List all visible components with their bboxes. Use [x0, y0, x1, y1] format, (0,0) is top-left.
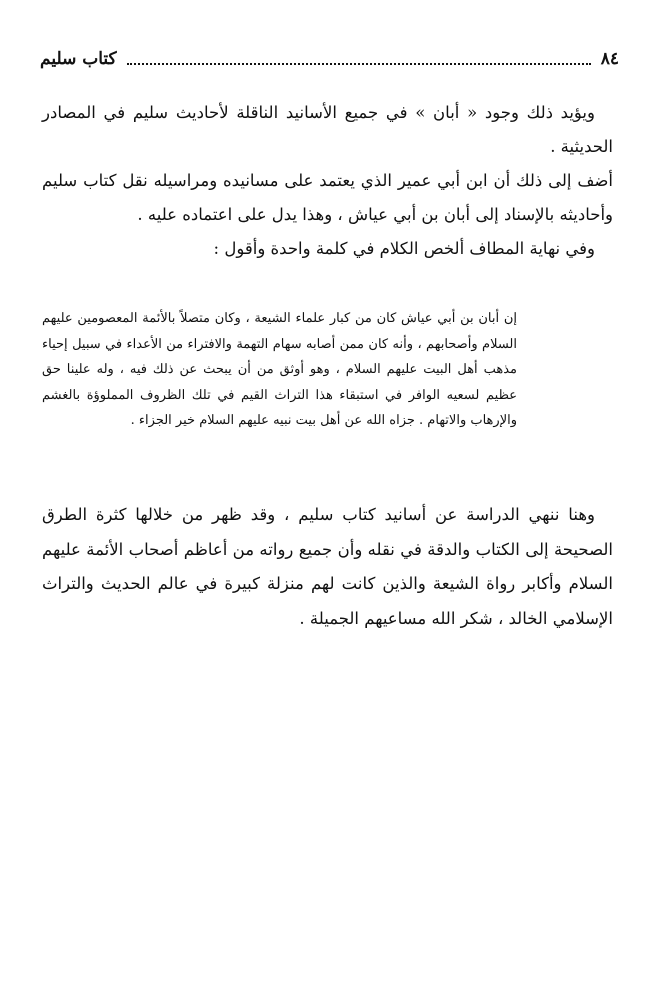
leader-dots — [127, 63, 591, 65]
paragraph-abban-evidence: ويؤيد ذلك وجود « أبان » في جميع الأسانيد الناقلة لأحاديث سليم في المصادر الحديثية . — [42, 103, 613, 156]
main-text — [42, 96, 613, 266]
page-number: ٨٤ — [600, 49, 619, 69]
closing-paragraph: وهنا ننهي الدراسة عن أسانيد كتاب سليم ، وقد ظهر من خلالها كثرة الطرق الصحيحة إلى الكتاب والدقة في نقله وأن جميع رواته من أعاظم أصحاب الأئمة عليهم السلام وأكابر رواة الشيعة والذين كانت لهم منزلة كبيرة في عالم الحديث والتراث الإسلامي الخالد ، شكر الله مساعيهم الجميلة . — [42, 505, 613, 628]
quote-text: إن أبان بن أبي عياش كان من كبار علماء الشيعة ، وكان متصلاً بالأئمة المعصومين عليهم السلام وأصحابهم ، وأنه كان ممن أصابه سهام التهمة والافتراء من الأعداء في سبيل إحياء مذهب أهل البيت عليهم السلام ، وهو أوثق من أن يبحث عن ذلك فيه ، وله علينا حق عظيم لسعيه الوافر في استبقاء هذا التراث القيم في تلك الظروف المملوؤة بالغشم والإرهاب والاتهام . جزاه الله عن أهل بيت نبيه عليهم السلام خير الجزاء . — [42, 311, 517, 428]
running-header — [40, 44, 619, 74]
paragraph-ibn-abi-umair: أضف إلى ذلك أن ابن أبي عمير الذي يعتمد على مسانيده ومراسيله نقل كتاب سليم وأحاديثه بالإسناد إلى أبان بن أبي عياش ، وهذا يدل على اعتماده عليه . — [42, 171, 613, 224]
paragraph-summary-intro: وفي نهاية المطاف ألخص الكلام في كلمة واحدة وأقول : — [213, 239, 595, 258]
closing-section — [42, 498, 613, 636]
quoted-conclusion — [42, 306, 517, 434]
book-title: كتاب سليم — [40, 49, 117, 69]
